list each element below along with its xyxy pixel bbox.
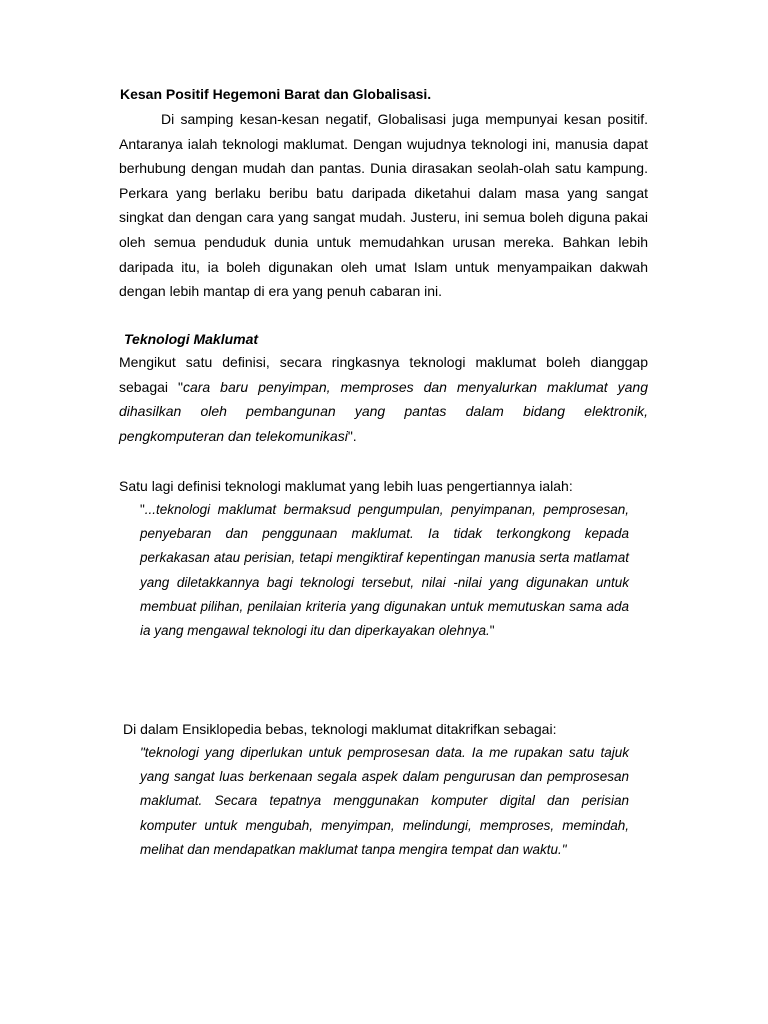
definition1-paragraph: [119, 350, 648, 448]
definition2-quote-block: [140, 498, 629, 643]
definition2-quote: ...teknologi maklumat bermaksud pengumpulan, penyimpanan, pemprosesan, penyebaran dan penggunaan maklumat. Ia tidak terkongkong kepada perkakasan atau perisian, tetapi mengiktiraf kepentingan manusia serta matlamat yang diletakkannya bagi teknologi tersebut, nilai -nilai yang digunakan untuk membuat pilihan, penilaian kriteria yang digunakan untuk memutuskan sama ada ia yang mengawal teknologi itu dan diperkayakan olehnya.: [140, 502, 629, 639]
definition2-open: ": [140, 502, 145, 517]
definition3-lead: Di dalam Ensiklopedia bebas, teknologi maklumat ditakrifkan sebagai:: [123, 721, 557, 737]
definition1-close: ".: [347, 427, 357, 444]
definition1-lead: Mengikut satu definisi, secara ringkasnya teknologi maklumat boleh dianggap sebagai ": [119, 354, 648, 395]
definition2-lead: Satu lagi definisi teknologi maklumat yang lebih luas pengertiannya ialah:: [119, 478, 573, 494]
definition2-close: ": [489, 623, 495, 639]
definition3-quote: "teknologi yang diperlukan untuk pemprosesan data. Ia me rupakan satu tajuk yang sangat luas berkenaan segala aspek dalam pengurusan dan pemprosesan maklumat. Secara tepatnya menggunakan komputer digital dan perisian komputer untuk mengubah, menyimpan, melindungi, memproses, memindah, melihat dan mendapatkan maklumat tanpa mengira tempat dan waktu.": [140, 745, 629, 857]
intro-paragraph: [119, 107, 648, 304]
intro-text: Di samping kesan-kesan negatif, Globalisasi juga mempunyai kesan positif. Antaranya ialah teknologi maklumat. Dengan wujudnya teknologi ini, manusia dapat berhubung dengan mudah dan pantas. Dunia dirasakan seolah-olah satu kampung. Perkara yang berlaku beribu batu daripada diketahui dalam masa yang sangat singkat dan dengan cara yang sangat mudah. Justeru, ini semua boleh diguna pakai oleh semua penduduk dunia untuk memudahkan urusan mereka. Bahkan lebih daripada itu, ia boleh digunakan oleh umat Islam untuk menyampaikan dakwah dengan lebih mantap di era yang penuh cabaran ini.: [119, 111, 648, 300]
document-title: Kesan Positif Hegemoni Barat dan Globalisasi.: [120, 86, 432, 102]
definition1-quote: cara baru penyimpan, memproses dan menyalurkan maklumat yang dihasilkan oleh pembangunan yang pantas dalam bidang elektronik, pengkomputeran dan telekomunikasi: [119, 378, 648, 444]
section-heading: Teknologi Maklumat: [124, 331, 259, 347]
